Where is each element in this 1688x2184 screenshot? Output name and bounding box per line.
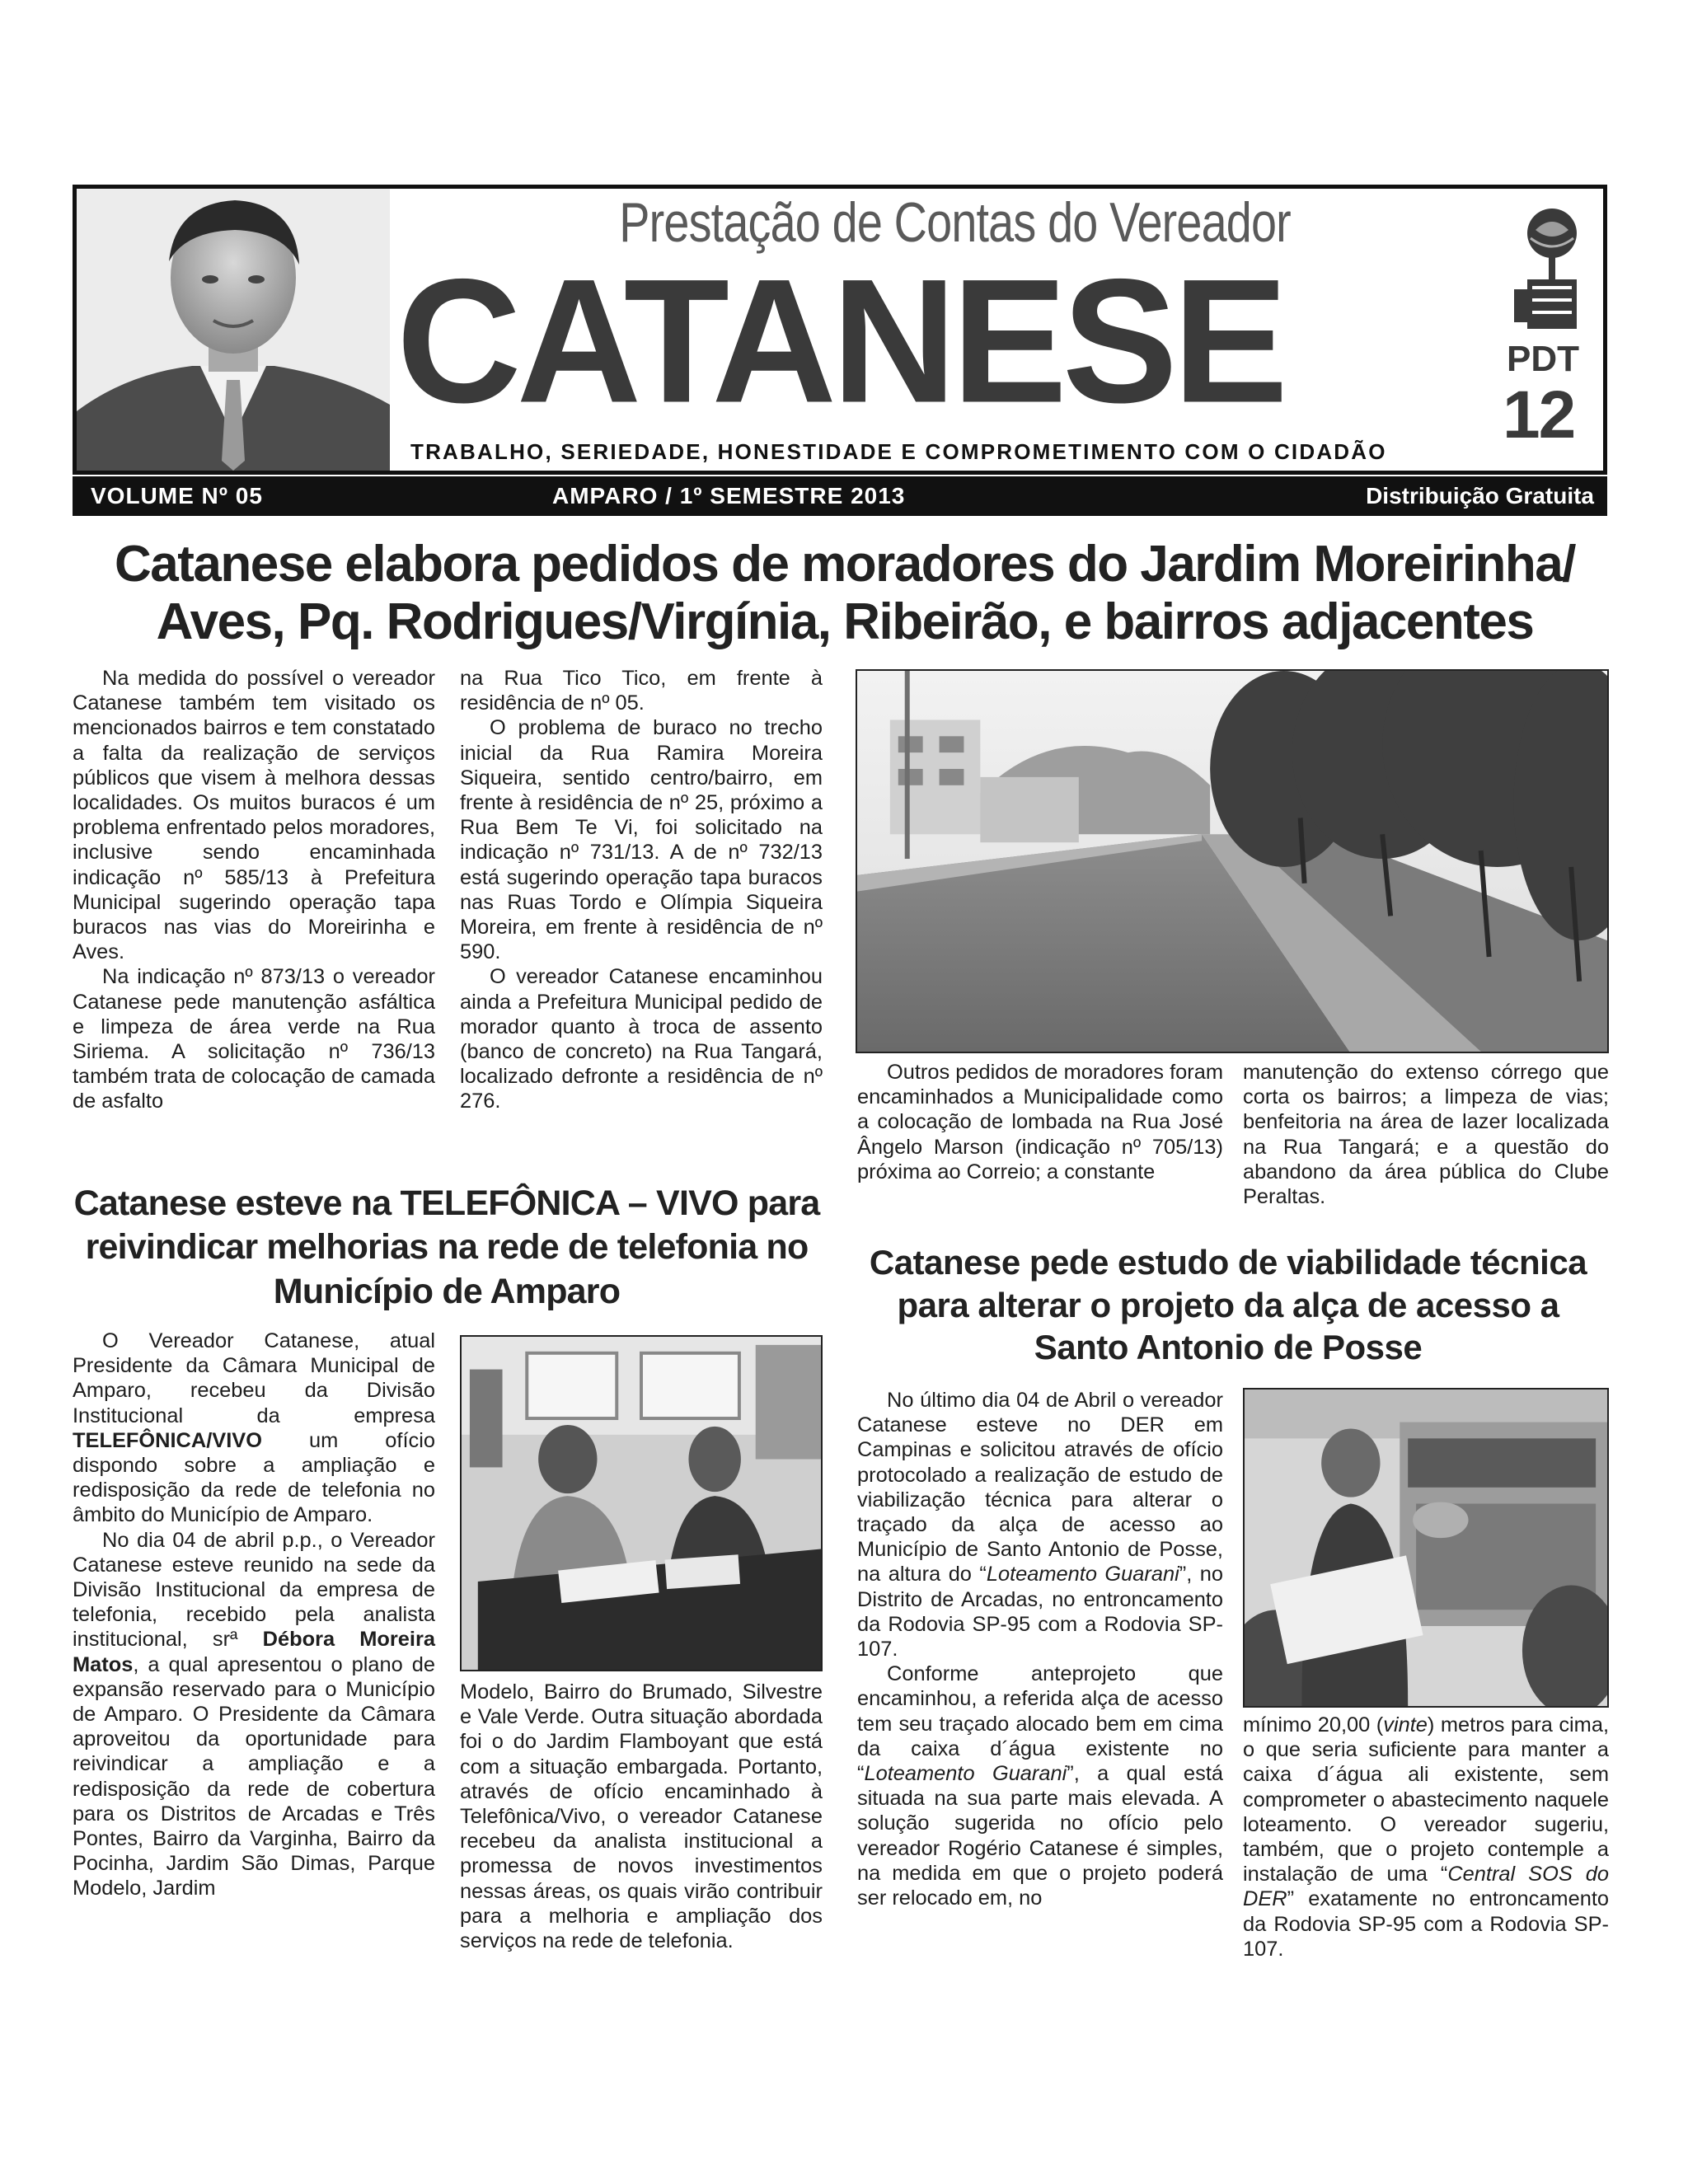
article3-headline: Catanese pede estudo de viabilidade técnica para alterar o projeto da alça de acesso a Santo Antonio de Posse [869, 1243, 1587, 1367]
article2-column-2 [460, 1680, 823, 1953]
meeting-photo [460, 1335, 823, 1671]
article1-column-3 [857, 1060, 1223, 1184]
der-sign-photo [1243, 1388, 1609, 1708]
article1-paragraph: Outros pedidos de moradores foram encaminhados a Municipalidade como a colocação de lombada na Rua José Ângelo Marson (indicação nº 705/13) próxima ao Correio; a constante [857, 1061, 1223, 1183]
portrait-photo [77, 189, 390, 471]
article2-headline: Catanese esteve na TELEFÔNICA – VIVO para reivindicar melhorias na rede de telefonia no Município de Amparo [73, 1183, 820, 1311]
info-bar [73, 476, 1607, 516]
article3-paragraph: Conforme anteprojeto que encaminhou, a referida alça de acesso tem seu traçado alocado bem em cima da caixa d´água existente no “Loteamento Guarani”, a qual está situada na sua parte mais elevada. A solução sugerida no ofício pelo vereador Rogério Catanese é simples, na medida em que o projeto poderá ser relocado em, no [857, 1662, 1223, 1910]
street-photo [856, 669, 1609, 1053]
article1-paragraph: Na indicação nº 873/13 o vereador Catanese pede manutenção asfáltica e limpeza de área verde na Rua Siriema. A solicitação nº 736/13 também trata de colocação de camada de asfalto [73, 965, 435, 1113]
company-name: TELEFÔNICA/VIVO [73, 1428, 262, 1452]
party-number: 12 [1503, 377, 1575, 452]
article2-paragraph: Modelo, Bairro do Brumado, Silvestre e Vale Verde. Outra situação abordada foi o do Jardim Flamboyant que está com a situação embargada. Portanto, através de ofício encaminhado à Telefônica/Vivo, o vereador Catanese recebeu da analista institucional a promessa de novos investimentos nessas áreas, os quais virão contribuir para a melhoria e ampliação dos serviços na rede de telefonia. [460, 1680, 823, 1953]
article1-paragraph: Na medida do possível o vereador Catanese também tem visitado os mencionados bairros e tem constatado a falta da realização de serviços públicos que visem à melhora dessas localidades. Os muitos buracos é um problema enfrentado pelos moradores, inclusive sendo encaminhada indicação nº 585/13 à Prefeitura Municipal sugerindo operação tapa buracos nas vias do Moreirinha e Aves. [73, 667, 435, 964]
masthead-kicker: Prestação de Contas do Vereador [619, 191, 1291, 254]
article2-paragraph: O Vereador Catanese, atual Presidente da Câmara Municipal de Amparo, recebeu da Divisão Institucional da empresa TELEFÔNICA/VIVO um ofício dispondo sobre a ampliação e redisposição da rede de telefonia no âmbito do Município de Amparo. [73, 1329, 435, 1527]
article3-column-1 [857, 1388, 1223, 1910]
article1-column-1 [73, 666, 435, 1114]
article1-paragraph: na Rua Tico Tico, em frente à residência de nº 05. [460, 667, 823, 715]
article1-paragraph: O vereador Catanese encaminhou ainda a Prefeitura Municipal pedido de morador quanto à troca de assento (banco de concreto) na Rua Tangará, localizado defronte a residência de nº 276. [460, 965, 823, 1113]
article3-paragraph: mínimo 20,00 (vinte) metros para cima, o que seria suficiente para manter a caixa d´água ali existente, sem comprometer o abastecimento naquele loteamento. O vereador sugeriu, também, que o projeto contemple a instalação de uma “Central SOS do DER” exatamente no entroncamento da Rodovia SP-95 com a Rodovia SP-107. [1243, 1713, 1610, 1961]
issue-date: AMPARO / 1º SEMESTRE 2013 [552, 483, 906, 509]
article3-paragraph: No último dia 04 de Abril o vereador Catanese esteve no DER em Campinas e solicitou através de ofício protocolado a realização de estudo de viabilização técnica para alterar o traçado da alça de acesso ao Município de Santo Antonio de Posse, na altura do “Loteamento Guarani”, no Distrito de Arcadas, no entroncamento da Rodovia SP-95 com a Rodovia SP-107. [857, 1389, 1223, 1661]
masthead-title: CATANESE [396, 241, 1283, 440]
article2-paragraph: No dia 04 de abril p.p., o Vereador Catanese esteve reunido na sede da Divisão Institucional da empresa de telefonia, recebido pela analista institucional, srª Débora Moreira Matos, a qual apresentou o plano de expansão reservado para o Município de Amparo. O Presidente da Câmara aproveitou da oportunidade para reivindicar a ampliação e a redisposição da rede de cobertura para os Distritos de Arcadas e Três Pontes, Bairro da Varginha, Bairro da Pocinha, Jardim São Dimas, Parque Modelo, Jardim [73, 1528, 435, 1900]
article1-paragraph: manutenção do extenso córrego que corta os bairros; a limpeza de vias; benfeitoria na área de lazer localizada na Rua Tangará; e a questão do abandono da área pública do Clube Peraltas. [1243, 1061, 1609, 1209]
article3-column-2 [1243, 1713, 1609, 1961]
article1-paragraph: O problema de buraco no trecho inicial da Rua Ramira Moreira Siqueira, sentido centro/bairro, em frente à residência de nº 25, próximo a Rua Bem Te Vi, foi solicitado na indicação nº 731/13. A de nº 732/13 está sugerindo operação tapa buracos nas Ruas Tordo e Olímpia Siqueira Moreira, em frente à residência de nº 590. [460, 716, 823, 964]
article1-headline: Catanese elabora pedidos de moradores do Jardim Moreirinha/ Aves, Pq. Rodrigues/Virgínia, Ribeirão, e bairros adjacentes [114, 536, 1575, 651]
masthead-slogan: TRABALHO, SERIEDADE, HONESTIDADE E COMPROMETIMENTO COM O CIDADÃO [410, 439, 1387, 464]
party-name: PDT [1507, 339, 1579, 379]
volume-number: VOLUME Nº 05 [91, 483, 263, 509]
analyst-name: Débora Moreira Matos [73, 1628, 435, 1676]
article2-column-1 [73, 1329, 435, 1901]
article1-column-2 [460, 666, 823, 1114]
article1-column-4 [1243, 1060, 1609, 1209]
masthead [73, 185, 1607, 475]
distribution-label: Distribuição Gratuita [1366, 483, 1594, 509]
